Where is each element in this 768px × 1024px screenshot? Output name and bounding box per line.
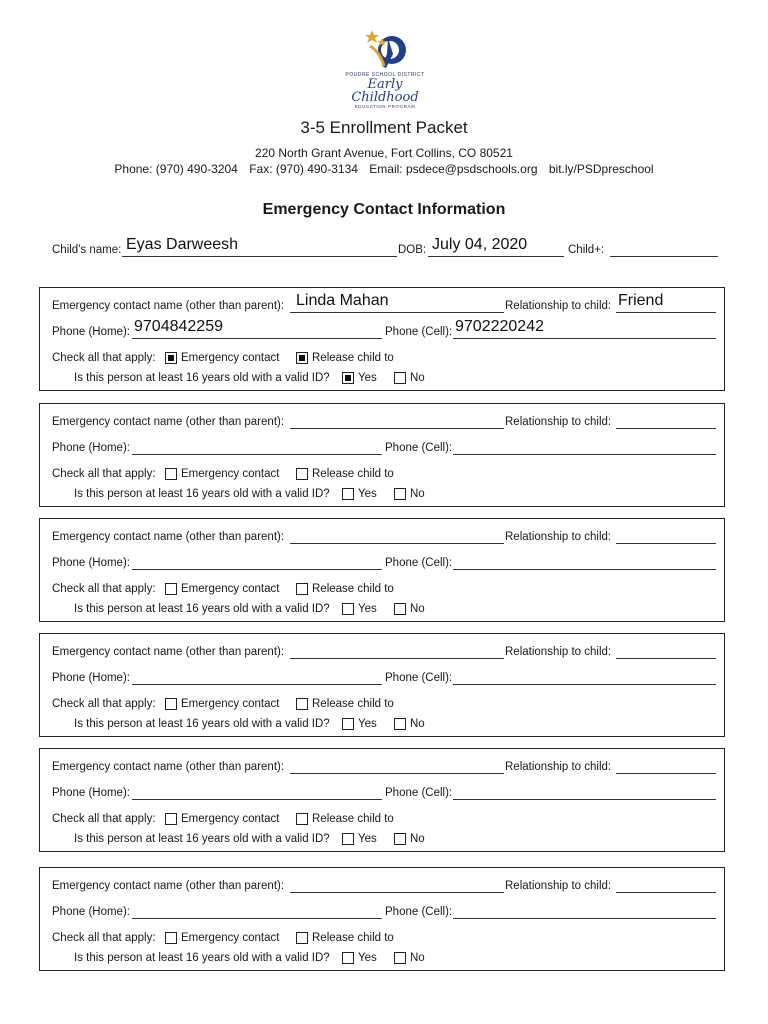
age-question-label: Is this person at least 16 years old with a valid ID?	[74, 372, 330, 384]
age-yes-label: Yes	[358, 718, 377, 730]
emergency-contact-label: Emergency contact	[181, 813, 280, 825]
contact-name-value: Linda Mahan	[296, 292, 389, 309]
phone-cell-label: Phone (Cell):	[385, 906, 453, 918]
phone-cell-label: Phone (Cell):	[385, 326, 453, 338]
program-logo	[335, 24, 435, 110]
age-question-label: Is this person at least 16 years old with a valid ID?	[74, 718, 330, 730]
relationship-label: Relationship to child:	[505, 531, 612, 543]
relationship-field[interactable]	[616, 755, 716, 774]
dob-value: July 04, 2020	[432, 236, 528, 253]
phone-home-label: Phone (Home):	[52, 906, 130, 918]
emergency-contact-checkbox[interactable]	[165, 583, 177, 595]
relationship-label: Relationship to child:	[505, 300, 612, 312]
contact-name-label: Emergency contact name (other than parent):	[52, 646, 285, 658]
release-child-checkbox[interactable]	[296, 932, 308, 944]
age-no-label: No	[410, 718, 425, 730]
release-child-checkbox[interactable]	[296, 813, 308, 825]
age-no-checkbox[interactable]	[394, 952, 406, 964]
contact-name-label: Emergency contact name (other than parent):	[52, 531, 285, 543]
phone-home-label: Phone (Home):	[52, 442, 130, 454]
release-child-label: Release child to	[312, 932, 394, 944]
phone-text: Phone: (970) 490-3204	[114, 162, 238, 176]
email-text[interactable]: Email: psdece@psdschools.org	[369, 162, 538, 176]
check-all-label: Check all that apply:	[52, 813, 156, 825]
page-title: 3-5 Enrollment Packet	[300, 118, 468, 137]
fax-text: Fax: (970) 490-3134	[249, 162, 358, 176]
emergency-contact-box-3	[39, 518, 725, 622]
child-name-field[interactable]	[122, 238, 397, 257]
age-yes-checkbox[interactable]	[342, 952, 354, 964]
phone-cell-label: Phone (Cell):	[385, 672, 453, 684]
contact-name-field[interactable]	[290, 410, 504, 429]
contact-name-field[interactable]	[290, 640, 504, 659]
age-question-label: Is this person at least 16 years old with a valid ID?	[74, 488, 330, 500]
phone-home-field[interactable]	[132, 666, 382, 685]
childplus-field[interactable]	[610, 238, 718, 257]
contact-name-field[interactable]	[290, 294, 504, 313]
phone-cell-label: Phone (Cell):	[385, 442, 453, 454]
contact-name-label: Emergency contact name (other than parent):	[52, 416, 285, 428]
age-question-label: Is this person at least 16 years old with a valid ID?	[74, 603, 330, 615]
emergency-contact-checkbox[interactable]	[165, 352, 177, 364]
emergency-contact-checkbox[interactable]	[165, 468, 177, 480]
age-question-label: Is this person at least 16 years old with a valid ID?	[74, 833, 330, 845]
age-no-label: No	[410, 372, 425, 384]
logo-program-text: EDUCATION PROGRAM	[354, 104, 416, 109]
emergency-contact-checkbox[interactable]	[165, 932, 177, 944]
phone-home-value: 9704842259	[134, 318, 223, 335]
release-child-checkbox[interactable]	[296, 352, 308, 364]
phone-home-label: Phone (Home):	[52, 787, 130, 799]
address-line: 220 North Grant Avenue, Fort Collins, CO 80521	[255, 146, 513, 160]
phone-cell-label: Phone (Cell):	[385, 787, 453, 799]
phone-home-field[interactable]	[132, 900, 382, 919]
contact-name-label: Emergency contact name (other than parent):	[52, 300, 285, 312]
check-all-label: Check all that apply:	[52, 932, 156, 944]
check-all-label: Check all that apply:	[52, 352, 156, 364]
age-no-label: No	[410, 833, 425, 845]
age-yes-checkbox[interactable]	[342, 488, 354, 500]
age-yes-label: Yes	[358, 372, 377, 384]
childplus-label: Child+:	[568, 244, 605, 256]
release-child-label: Release child to	[312, 352, 394, 364]
age-no-label: No	[410, 952, 425, 964]
relationship-label: Relationship to child:	[505, 761, 612, 773]
contact-info-line	[0, 162, 768, 176]
child-name-value: Eyas Darweesh	[126, 236, 239, 253]
relationship-field[interactable]	[616, 294, 716, 313]
emergency-contact-checkbox[interactable]	[165, 813, 177, 825]
emergency-contact-checkbox[interactable]	[165, 698, 177, 710]
check-all-label: Check all that apply:	[52, 698, 156, 710]
phone-cell-value: 9702220242	[455, 318, 544, 335]
phone-home-field[interactable]	[132, 781, 382, 800]
relationship-field[interactable]	[616, 410, 716, 429]
phone-cell-field[interactable]	[453, 320, 716, 339]
logo-district-text: POUDRE SCHOOL DISTRICT	[345, 72, 425, 78]
emergency-contact-label: Emergency contact	[181, 583, 280, 595]
contact-name-label: Emergency contact name (other than parent):	[52, 761, 285, 773]
phone-home-label: Phone (Home):	[52, 557, 130, 569]
release-child-label: Release child to	[312, 583, 394, 595]
release-child-label: Release child to	[312, 698, 394, 710]
age-yes-label: Yes	[358, 488, 377, 500]
check-all-label: Check all that apply:	[52, 468, 156, 480]
phone-cell-field[interactable]	[453, 900, 716, 919]
contact-name-field[interactable]	[290, 874, 504, 893]
phone-home-field[interactable]	[132, 551, 382, 570]
age-question-label: Is this person at least 16 years old with a valid ID?	[74, 952, 330, 964]
relationship-label: Relationship to child:	[505, 646, 612, 658]
phone-home-field[interactable]	[132, 436, 382, 455]
age-yes-checkbox[interactable]	[342, 718, 354, 730]
age-yes-label: Yes	[358, 603, 377, 615]
age-yes-checkbox[interactable]	[342, 603, 354, 615]
website-link[interactable]: bit.ly/PSDpreschool	[548, 162, 654, 176]
release-child-checkbox[interactable]	[296, 468, 308, 480]
age-no-label: No	[410, 488, 425, 500]
age-yes-label: Yes	[358, 833, 377, 845]
phone-cell-field[interactable]	[453, 436, 716, 455]
phone-home-label: Phone (Home):	[52, 326, 130, 338]
age-no-checkbox[interactable]	[394, 718, 406, 730]
relationship-label: Relationship to child:	[505, 880, 612, 892]
check-all-label: Check all that apply:	[52, 583, 156, 595]
phone-cell-field[interactable]	[453, 781, 716, 800]
phone-cell-field[interactable]	[453, 666, 716, 685]
star-figure-logo-icon	[360, 24, 410, 74]
emergency-contact-box-1	[39, 287, 725, 391]
emergency-contact-box-4	[39, 633, 725, 737]
emergency-contact-label: Emergency contact	[181, 352, 280, 364]
child-info-row	[52, 236, 718, 260]
age-no-checkbox[interactable]	[394, 372, 406, 384]
emergency-contact-box-2	[39, 403, 725, 507]
age-no-checkbox[interactable]	[394, 488, 406, 500]
emergency-contact-label: Emergency contact	[181, 698, 280, 710]
relationship-field[interactable]	[616, 874, 716, 893]
relationship-label: Relationship to child:	[505, 416, 612, 428]
age-yes-checkbox[interactable]	[342, 372, 354, 384]
contact-name-field[interactable]	[290, 755, 504, 774]
age-yes-label: Yes	[358, 952, 377, 964]
relationship-value: Friend	[618, 292, 664, 309]
release-child-label: Release child to	[312, 468, 394, 480]
contact-name-label: Emergency contact name (other than parent):	[52, 880, 285, 892]
emergency-contact-box-5	[39, 748, 725, 852]
section-title: Emergency Contact Information	[262, 201, 506, 218]
emergency-contact-label: Emergency contact	[181, 468, 280, 480]
release-child-label: Release child to	[312, 813, 394, 825]
logo-brand-text: Early Childhood	[351, 77, 419, 105]
age-yes-checkbox[interactable]	[342, 833, 354, 845]
release-child-checkbox[interactable]	[296, 583, 308, 595]
phone-cell-field[interactable]	[453, 551, 716, 570]
emergency-contact-label: Emergency contact	[181, 932, 280, 944]
age-no-label: No	[410, 603, 425, 615]
relationship-field[interactable]	[616, 525, 716, 544]
emergency-contact-box-6	[39, 867, 725, 971]
release-child-checkbox[interactable]	[296, 698, 308, 710]
phone-cell-label: Phone (Cell):	[385, 557, 453, 569]
age-no-checkbox[interactable]	[394, 833, 406, 845]
contact-name-field[interactable]	[290, 525, 504, 544]
relationship-field[interactable]	[616, 640, 716, 659]
phone-home-field[interactable]	[132, 320, 382, 339]
child-name-label: Child's name:	[52, 244, 122, 256]
dob-field[interactable]	[428, 238, 564, 257]
age-no-checkbox[interactable]	[394, 603, 406, 615]
phone-home-label: Phone (Home):	[52, 672, 130, 684]
dob-label: DOB:	[398, 244, 427, 256]
